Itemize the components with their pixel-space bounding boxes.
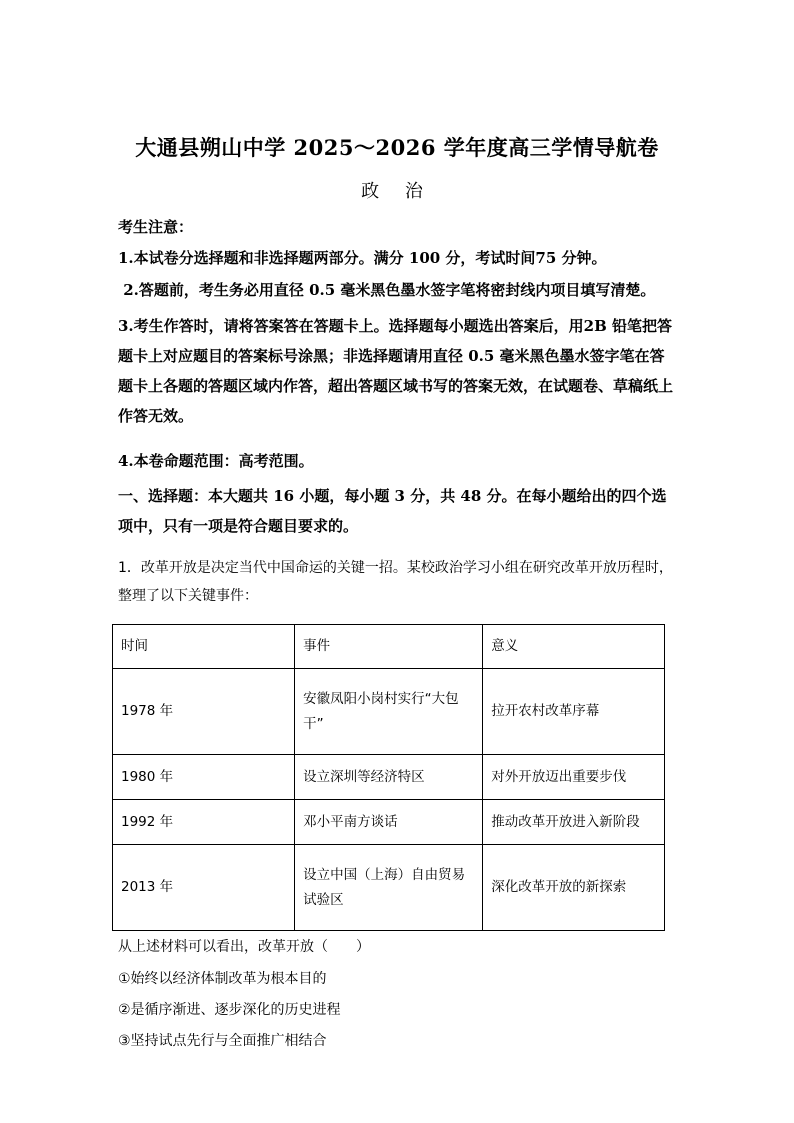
notice-item-2: 2.答题前，考生务必用直径 0.5 毫米黑色墨水签字笔将密封线内项目填写清楚。 (118, 281, 656, 299)
notice-item-3: 3.考生作答时，请将答案答在答题卡上。选择题每小题选出答案后，用2B 铅笔把答题卡上对应题目的答案标号涂黑；非选择题请用直径 0.5 毫米黑色墨水签字笔在答题卡上各题的答题区域内作答，超出答题区域书写的答案无效，在试题卷、草稿纸上作答无效。 (118, 317, 674, 425)
notice-item-1: 1.本试卷分选择题和非选择题两部分。满分 100 分，考试时间75 分钟。 (118, 249, 607, 267)
exam-title: 大通县朔山中学 2025～2026 学年度高三学情导航卷 (135, 135, 659, 160)
table-header-cell: 意义 (483, 625, 665, 669)
question-prompt: 从上述材料可以看出，改革开放（ ） (118, 939, 370, 955)
table-cell-time: 1978 年 (113, 669, 295, 755)
table-cell-meaning: 推动改革开放进入新阶段 (483, 800, 665, 845)
table-cell-time: 1992 年 (113, 800, 295, 845)
table-row (113, 845, 665, 931)
option-3: ③坚持试点先行与全面推广相结合 (118, 1033, 327, 1049)
exam-subject: 政 治 (361, 181, 433, 202)
table-cell-meaning: 拉开农村改革序幕 (483, 669, 665, 755)
table-header-row (113, 625, 665, 669)
option-2: ②是循序渐进、逐步深化的历史进程 (118, 1002, 341, 1018)
notice-heading: 考生注意： (118, 218, 194, 236)
table-cell-time: 2013 年 (113, 845, 295, 931)
table-header-cell: 事件 (295, 625, 483, 669)
table-row (113, 800, 665, 845)
table-cell-event: 设立中国（上海）自由贸易试验区 (295, 845, 483, 931)
table-row (113, 669, 665, 755)
table-header-cell: 时间 (113, 625, 295, 669)
table-cell-event: 设立深圳等经济特区 (295, 755, 483, 800)
option-1: ①始终以经济体制改革为根本目的 (118, 971, 327, 987)
table-cell-meaning: 对外开放迈出重要步伐 (483, 755, 665, 800)
table-cell-time: 1980 年 (113, 755, 295, 800)
table-row (113, 755, 665, 800)
table-cell-event: 安徽凤阳小岗村实行“大包干” (295, 669, 483, 755)
question-stem: 1．改革开放是决定当代中国命运的关键一招。某校政治学习小组在研究改革开放历程时，整理了以下关键事件： (118, 560, 673, 604)
section-heading: 一、选择题：本大题共 16 小题，每小题 3 分，共 48 分。在每小题给出的四个选项中，只有一项是符合题目要求的。 (118, 487, 667, 535)
table-cell-meaning: 深化改革开放的新探索 (483, 845, 665, 931)
table-cell-event: 邓小平南方谈话 (295, 800, 483, 845)
events-table (112, 624, 665, 931)
notice-item-4: 4.本卷命题范围：高考范围。 (118, 452, 314, 470)
